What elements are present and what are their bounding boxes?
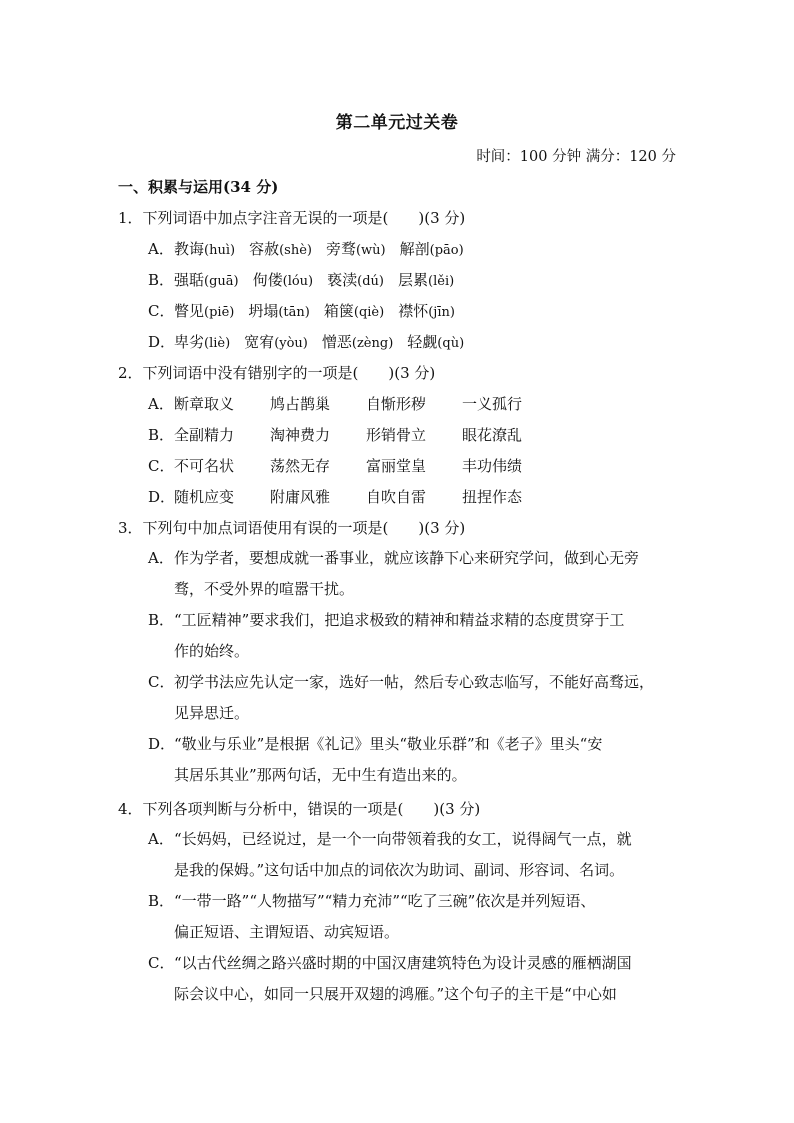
option-text-line-2: 偏正短语、主谓短语、动宾短语。 [174,923,400,941]
question-1-stem: 1．下列词语中加点字注音无误的一项是( )(3 分) [118,209,466,227]
option-label: C． [148,457,175,475]
option-word: 层累(lěi) [398,271,455,289]
option-text-line-1: “长妈妈，已经说过，是一个一向带领着我的女工，说得阔气一点，就 [174,830,632,848]
option-label: A． [148,240,174,258]
option-text-line-1: “一带一路”“人物描写”“精力充沛”“吃了三碗”依次是并列短语、 [174,892,596,910]
option-word: 一义孤行 [462,395,523,413]
option-word: 解剖(pāo) [399,240,464,258]
question-3-option-b[interactable] [148,605,680,667]
option-label: B． [148,611,175,629]
option-word: 形销骨立 [366,426,427,444]
option-word: 鸠占鹊巢 [270,395,331,413]
question-1-option-c[interactable] [148,300,469,321]
option-word: 荡然无存 [270,457,331,475]
option-label: A． [148,395,174,413]
question-1-option-d[interactable] [148,331,478,352]
question-2-stem: 2．下列词语中没有错别字的一项是( )(3 分) [118,364,436,382]
option-word: 自惭形秽 [366,395,427,413]
option-word: 富丽堂皇 [366,457,427,475]
question-3-option-d[interactable] [148,729,680,791]
option-label: B． [148,892,175,910]
option-word: 容赦(shè) [249,240,312,258]
question-3-stem: 3．下列句中加点词语使用有误的一项是( )(3 分) [118,519,466,537]
exam-meta: 时间：100 分钟 满分：120 分 [476,149,676,165]
question-1-option-a[interactable] [148,238,478,259]
option-word: 淘神费力 [270,426,331,444]
option-word: 佝偻(lóu) [252,271,314,289]
question-3-option-a[interactable] [148,543,680,605]
question-3-option-c[interactable] [148,667,680,729]
option-word: 卑劣(liè) [174,333,231,351]
section-heading: 一、积累与运用(34 分) [118,178,279,196]
option-label: B． [148,426,175,444]
question-2-option-a[interactable] [148,393,558,414]
option-word: 眼花潦乱 [462,426,523,444]
question-4-option-b[interactable] [148,886,680,948]
question-4-option-a[interactable] [148,824,680,886]
option-label: A． [148,830,174,848]
option-label: A． [148,549,174,567]
option-text-line-1: “敬业与乐业”是根据《礼记》里头“敬业乐群”和《老子》里头“安 [174,735,603,753]
option-word: 教诲(huì) [174,240,236,258]
question-4-stem: 4．下列各项判断与分析中，错误的一项是( )(3 分) [118,800,481,818]
option-text-line-2: 其居乐其业”那两句话，无中生有造出来的。 [174,766,467,784]
option-word: 强聒(guā) [174,271,239,289]
option-word: 全副精力 [174,426,235,444]
page-title: 第二单元过关卷 [335,113,459,133]
option-word: 旁骛(wù) [325,240,386,258]
option-text-line-2: 是我的保姆。”这句话中加点的词依次为助词、副词、形容词、名词。 [174,861,625,879]
option-word: 瞥见(piē) [174,302,235,320]
option-label: C． [148,673,175,691]
question-2-option-c[interactable] [148,455,558,476]
option-label: D． [148,488,176,506]
option-word: 轻觑(qù) [407,333,465,351]
question-2-option-b[interactable] [148,424,558,445]
option-text-line-1: “以古代丝绸之路兴盛时期的中国汉唐建筑特色为设计灵感的雁栖湖国 [174,954,632,972]
question-2-option-d[interactable] [148,486,558,507]
option-text-line-2: 见异思迁。 [174,704,250,722]
option-word: 箱箧(qiè) [323,302,385,320]
option-text-line-2: 际会议中心，如同一只展开双翅的鸿雁。”这个句子的主干是“中心如 [174,985,617,1003]
question-4-option-c[interactable] [148,948,680,1010]
option-word: 亵渎(dú) [327,271,384,289]
option-word: 宽宥(yòu) [244,333,308,351]
option-word: 自吹自雷 [366,488,427,506]
option-word: 随机应变 [174,488,235,506]
option-word: 不可名状 [174,457,235,475]
option-text-line-2: 骛，不受外界的喧嚣干扰。 [174,580,355,598]
option-text-line-1: “工匠精神”要求我们，把追求极致的精神和精益求精的态度贯穿于工 [174,611,625,629]
option-word: 憎恶(zèng) [321,333,394,351]
option-word: 断章取义 [174,395,235,413]
option-word: 扭捏作态 [462,488,523,506]
option-word: 附庸风雅 [270,488,331,506]
option-label: C． [148,302,175,320]
option-text-line-1: 作为学者，要想成就一番事业，就应该静下心来研究学问，做到心无旁 [174,549,640,567]
option-text-line-1: 初学书法应先认定一家，选好一帖，然后专心致志临写，不能好高骛远， [174,673,655,691]
option-text-line-2: 作的始终。 [174,642,250,660]
option-label: B． [148,271,175,289]
option-word: 襟怀(jīn) [398,302,455,320]
option-label: D． [148,333,176,351]
option-label: C． [148,954,175,972]
option-word: 坍塌(tān) [248,302,310,320]
option-word: 丰功伟绩 [462,457,523,475]
option-label: D． [148,735,176,753]
question-1-option-b[interactable] [148,269,468,290]
